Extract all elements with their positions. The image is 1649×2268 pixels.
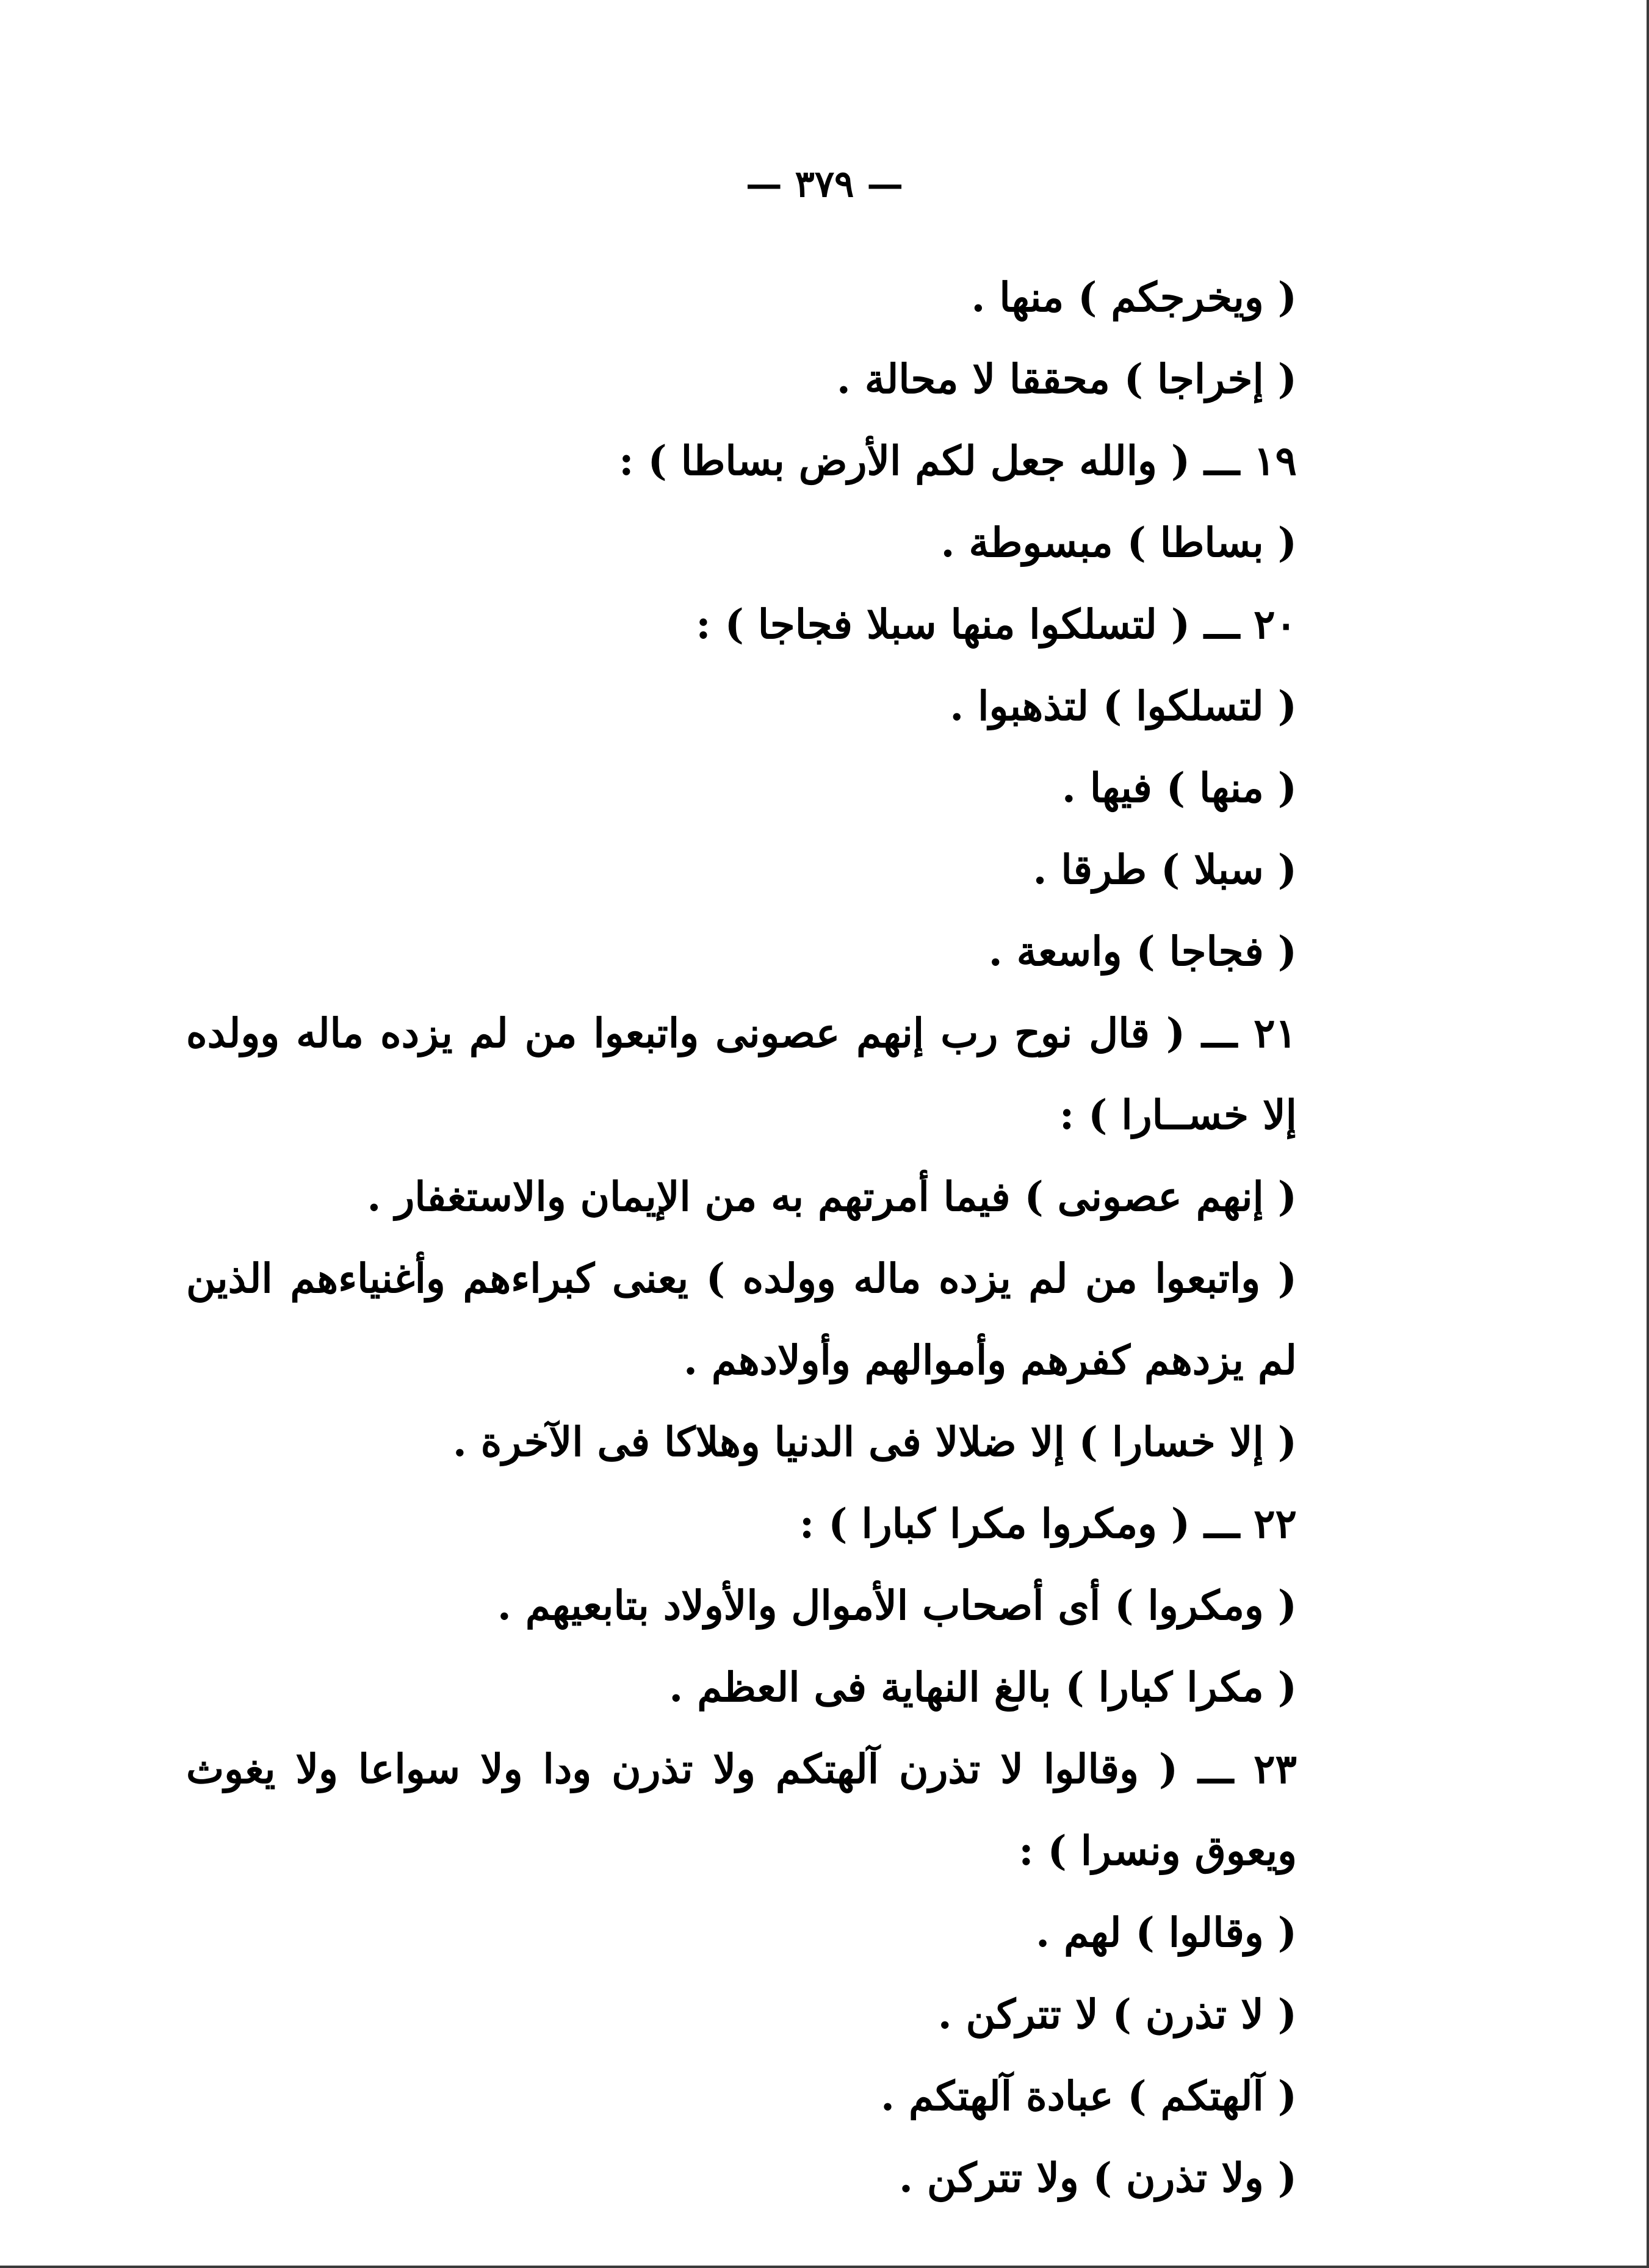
paragraph-19: ( لا تذرن ) لا تتركن . [937, 1990, 1297, 2038]
paragraph-10: ٢١ ـــ ( قال نوح رب إنهم عصونى واتبعوا من لم يزده ماله وولده إلا خســارا ) : [186, 1009, 1297, 1139]
paragraph-6: ( لتسلكوا ) لتذهبوا . [950, 682, 1297, 730]
paragraph-13: ( إلا خسارا ) إلا ضلالا فى الدنيا وهلاكا فى الآخرة . [452, 1418, 1297, 1466]
paragraph-7: ( منها ) فيها . [1061, 764, 1297, 812]
page-edge-bottom [0, 2266, 1649, 2268]
page-number: — ٣٧٩ — [745, 163, 904, 206]
paragraph-18: ( وقالوا ) لهم . [1036, 1909, 1297, 1956]
paragraph-15: ( ومكروا ) أى أصحاب الأموال والأولاد بتابعيهم . [497, 1582, 1297, 1629]
paragraph-17: ٢٣ ـــ ( وقالوا لا تذرن آلهتكم ولا تذرن ودا ولا سواعا ولا يغوث ويعوق ونسرا ) : [186, 1745, 1297, 1874]
paragraph-21: ( ولا تذرن ) ولا تتركن . [898, 2154, 1297, 2201]
page-edge-right [1647, 0, 1649, 2268]
paragraph-3: ١٩ ـــ ( والله جعل لكم الأرض بساطا ) : [619, 437, 1297, 484]
paragraph-9: ( فجاجا ) واسعة . [988, 927, 1297, 975]
paragraph-20: ( آلهتكم ) عبادة آلهتكم . [880, 2072, 1297, 2120]
paragraph-5: ٢٠ ـــ ( لتسلكوا منها سبلا فجاجا ) : [696, 600, 1297, 648]
paragraph-8: ( سبلا ) طرقا . [1033, 846, 1297, 893]
paragraph-16: ( مكرا كبارا ) بالغ النهاية فى العظم . [669, 1663, 1297, 1711]
paragraph-4: ( بساطا ) مبسوطة . [940, 519, 1297, 566]
text-body [186, 256, 1297, 2219]
paragraph-11: ( إنهم عصونى ) فيما أمرتهم به من الإيمان والاستغفار . [367, 1173, 1297, 1220]
paragraph-14: ٢٢ ـــ ( ومكروا مكرا كبارا ) : [799, 1500, 1297, 1547]
paragraph-2: ( إخراجا ) محققا لا محالة . [836, 355, 1297, 403]
paragraph-12: ( واتبعوا من لم يزده ماله وولده ) يعنى كبراءهم وأغنياءهم الذين لم يزدهم كفرهم وأموالهم وأولادهم . [186, 1255, 1297, 1384]
paragraph-1: ( ويخرجكم ) منها . [971, 273, 1297, 321]
